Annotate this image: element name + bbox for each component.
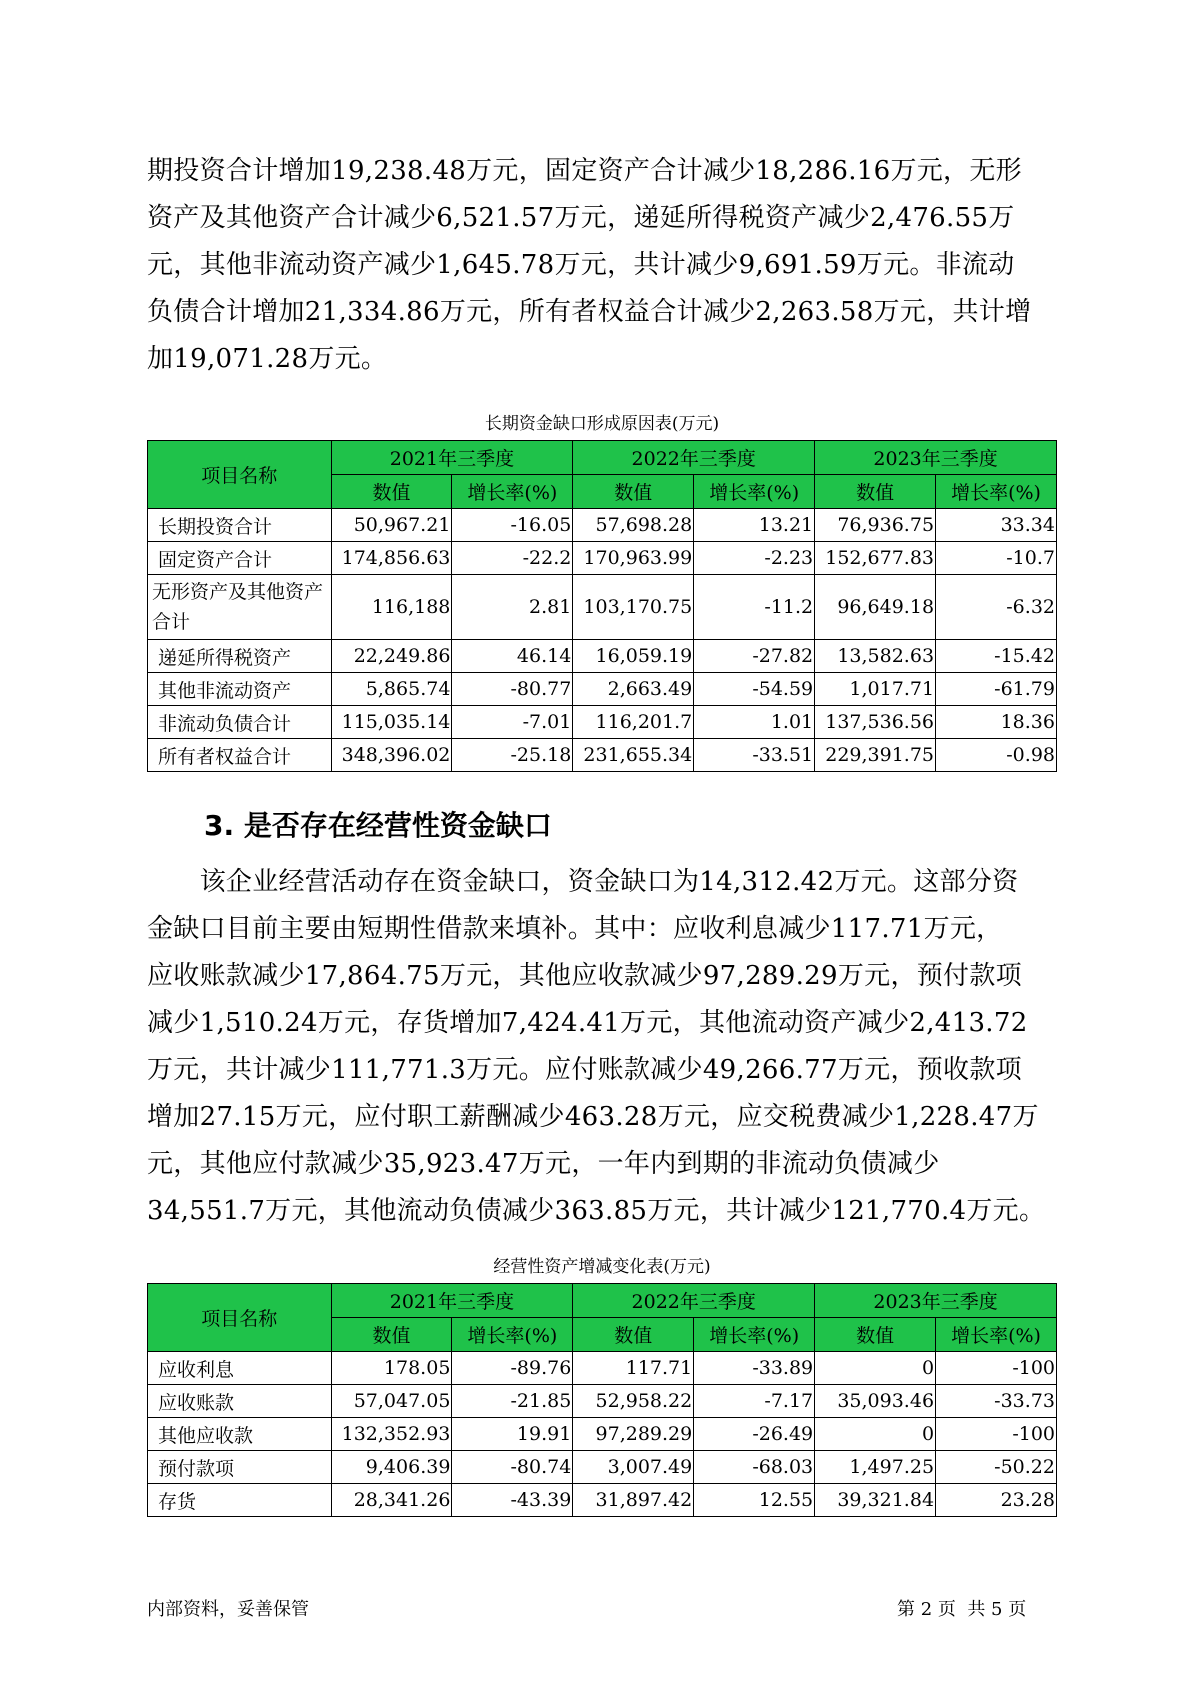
rate-cell: -22.2	[452, 542, 573, 575]
rate-cell: -100	[936, 1418, 1057, 1451]
value-cell: 96,649.18	[815, 575, 936, 640]
value-cell: 116,201.7	[573, 706, 694, 739]
paragraph-line: 万元，共计减少111,771.3万元。应付账款减少49,266.77万元，预收款项	[147, 1055, 1022, 1085]
value-cell: 117.71	[573, 1352, 694, 1385]
rate-cell: -54.59	[694, 673, 815, 706]
rate-cell: -43.39	[452, 1484, 573, 1517]
row-label: 应收利息	[148, 1352, 332, 1385]
value-cell: 137,536.56	[815, 706, 936, 739]
value-cell: 52,958.22	[573, 1385, 694, 1418]
section-heading: 3. 是否存在经营性资金缺口	[204, 809, 552, 842]
header-rate: 增长率(%)	[452, 1318, 573, 1352]
table-row	[148, 1352, 1057, 1385]
value-cell: 57,698.28	[573, 509, 694, 542]
rate-cell: -68.03	[694, 1451, 815, 1484]
header-value: 数值	[573, 475, 694, 509]
value-cell: 348,396.02	[331, 739, 452, 772]
paragraph-line: 增加27.15万元，应付职工薪酬减少463.28万元，应交税费减少1,228.47万	[147, 1102, 1039, 1132]
row-label: 其他非流动资产	[148, 673, 332, 706]
value-cell: 0	[815, 1418, 936, 1451]
header-period: 2022年三季度	[573, 441, 815, 475]
table-row	[148, 575, 1057, 640]
rate-cell: -89.76	[452, 1352, 573, 1385]
paragraph-line: 应收账款减少17,864.75万元，其他应收款减少97,289.29万元，预付款项	[147, 961, 1022, 991]
rate-cell: 18.36	[936, 706, 1057, 739]
row-label: 固定资产合计	[148, 542, 332, 575]
value-cell: 50,967.21	[331, 509, 452, 542]
header-value: 数值	[331, 475, 452, 509]
rate-cell: -26.49	[694, 1418, 815, 1451]
value-cell: 39,321.84	[815, 1484, 936, 1517]
row-label: 存货	[148, 1484, 332, 1517]
table-row	[148, 739, 1057, 772]
header-period: 2022年三季度	[573, 1284, 815, 1318]
value-cell: 132,352.93	[331, 1418, 452, 1451]
header-value: 数值	[815, 475, 936, 509]
rate-cell: -61.79	[936, 673, 1057, 706]
value-cell: 231,655.34	[573, 739, 694, 772]
rate-cell: -50.22	[936, 1451, 1057, 1484]
header-rate: 增长率(%)	[936, 475, 1057, 509]
table-2-caption: 经营性资产增减变化表(万元)	[493, 1257, 711, 1277]
header-item-name: 项目名称	[148, 1284, 332, 1352]
value-cell: 13,582.63	[815, 640, 936, 673]
rate-cell: 13.21	[694, 509, 815, 542]
rate-cell: -100	[936, 1352, 1057, 1385]
value-cell: 57,047.05	[331, 1385, 452, 1418]
value-cell: 229,391.75	[815, 739, 936, 772]
rate-cell: 33.34	[936, 509, 1057, 542]
value-cell: 2,663.49	[573, 673, 694, 706]
rate-cell: -25.18	[452, 739, 573, 772]
value-cell: 9,406.39	[331, 1451, 452, 1484]
value-cell: 115,035.14	[331, 706, 452, 739]
value-cell: 116,188	[331, 575, 452, 640]
header-value: 数值	[573, 1318, 694, 1352]
header-rate: 增长率(%)	[694, 475, 815, 509]
value-cell: 174,856.63	[331, 542, 452, 575]
table-row	[148, 542, 1057, 575]
paragraph-line: 元，其他非流动资产减少1,645.78万元，共计减少9,691.59万元。非流动	[147, 250, 1015, 280]
paragraph-2	[147, 859, 1057, 1235]
header-item-name: 项目名称	[148, 441, 332, 509]
page-number: 第 2 页 共 5 页	[897, 1599, 1027, 1620]
value-cell: 152,677.83	[815, 542, 936, 575]
table-row	[148, 1385, 1057, 1418]
value-cell: 97,289.29	[573, 1418, 694, 1451]
value-cell: 76,936.75	[815, 509, 936, 542]
rate-cell: 19.91	[452, 1418, 573, 1451]
table-row	[148, 706, 1057, 739]
table-2	[147, 1283, 1057, 1517]
rate-cell: 46.14	[452, 640, 573, 673]
rate-cell: -11.2	[694, 575, 815, 640]
rate-cell: -27.82	[694, 640, 815, 673]
rate-cell: 1.01	[694, 706, 815, 739]
rate-cell: 2.81	[452, 575, 573, 640]
paragraph-line: 元，其他应付款减少35,923.47万元，一年内到期的非流动负债减少	[147, 1149, 940, 1179]
header-rate: 增长率(%)	[452, 475, 573, 509]
value-cell: 103,170.75	[573, 575, 694, 640]
header-period: 2023年三季度	[815, 441, 1057, 475]
rate-cell: 12.55	[694, 1484, 815, 1517]
value-cell: 16,059.19	[573, 640, 694, 673]
paragraph-line: 资产及其他资产合计减少6,521.57万元，递延所得税资产减少2,476.55万	[147, 203, 1015, 233]
rate-cell: -33.51	[694, 739, 815, 772]
value-cell: 1,497.25	[815, 1451, 936, 1484]
header-rate: 增长率(%)	[936, 1318, 1057, 1352]
value-cell: 22,249.86	[331, 640, 452, 673]
rate-cell: -7.17	[694, 1385, 815, 1418]
value-cell: 35,093.46	[815, 1385, 936, 1418]
paragraph-line: 加19,071.28万元。	[147, 344, 388, 374]
value-cell: 0	[815, 1352, 936, 1385]
rate-cell: 23.28	[936, 1484, 1057, 1517]
header-value: 数值	[815, 1318, 936, 1352]
row-label: 预付款项	[148, 1451, 332, 1484]
rate-cell: -2.23	[694, 542, 815, 575]
value-cell: 170,963.99	[573, 542, 694, 575]
table-row	[148, 673, 1057, 706]
rate-cell: -7.01	[452, 706, 573, 739]
paragraph-line: 期投资合计增加19,238.48万元，固定资产合计减少18,286.16万元，无形	[147, 156, 1022, 186]
row-label: 长期投资合计	[148, 509, 332, 542]
table-1	[147, 440, 1057, 772]
value-cell: 31,897.42	[573, 1484, 694, 1517]
rate-cell: -0.98	[936, 739, 1057, 772]
rate-cell: -80.77	[452, 673, 573, 706]
paragraph-line: 减少1,510.24万元，存货增加7,424.41万元，其他流动资产减少2,413.72	[147, 1008, 1028, 1038]
header-period: 2021年三季度	[331, 441, 573, 475]
paragraph-line: 该企业经营活动存在资金缺口，资金缺口为14,312.42万元。这部分资	[147, 867, 1019, 897]
rate-cell: -10.7	[936, 542, 1057, 575]
table-row	[148, 640, 1057, 673]
header-period: 2021年三季度	[331, 1284, 573, 1318]
table-row	[148, 1418, 1057, 1451]
value-cell: 5,865.74	[331, 673, 452, 706]
rate-cell: -21.85	[452, 1385, 573, 1418]
row-label: 其他应收款	[148, 1418, 332, 1451]
row-label: 所有者权益合计	[148, 739, 332, 772]
paragraph-1	[147, 148, 1057, 383]
paragraph-line: 金缺口目前主要由短期性借款来填补。其中：应收利息减少117.71万元，	[147, 914, 1003, 944]
rate-cell: -6.32	[936, 575, 1057, 640]
row-label: 递延所得税资产	[148, 640, 332, 673]
table-row	[148, 509, 1057, 542]
header-value: 数值	[331, 1318, 452, 1352]
paragraph-line: 34,551.7万元，其他流动负债减少363.85万元，共计减少121,770.4万元。	[147, 1196, 1046, 1226]
paragraph-line: 负债合计增加21,334.86万元，所有者权益合计减少2,263.58万元，共计增	[147, 297, 1032, 327]
table-1-caption: 长期资金缺口形成原因表(万元)	[484, 414, 720, 434]
row-label: 无形资产及其他资产合计	[148, 575, 332, 640]
row-label: 非流动负债合计	[148, 706, 332, 739]
value-cell: 3,007.49	[573, 1451, 694, 1484]
rate-cell: -16.05	[452, 509, 573, 542]
header-period: 2023年三季度	[815, 1284, 1057, 1318]
rate-cell: -80.74	[452, 1451, 573, 1484]
rate-cell: -33.73	[936, 1385, 1057, 1418]
table-row	[148, 1451, 1057, 1484]
header-rate: 增长率(%)	[694, 1318, 815, 1352]
value-cell: 1,017.71	[815, 673, 936, 706]
value-cell: 178.05	[331, 1352, 452, 1385]
value-cell: 28,341.26	[331, 1484, 452, 1517]
footer-note: 内部资料，妥善保管	[147, 1599, 309, 1620]
rate-cell: -33.89	[694, 1352, 815, 1385]
table-row	[148, 1484, 1057, 1517]
row-label: 应收账款	[148, 1385, 332, 1418]
rate-cell: -15.42	[936, 640, 1057, 673]
